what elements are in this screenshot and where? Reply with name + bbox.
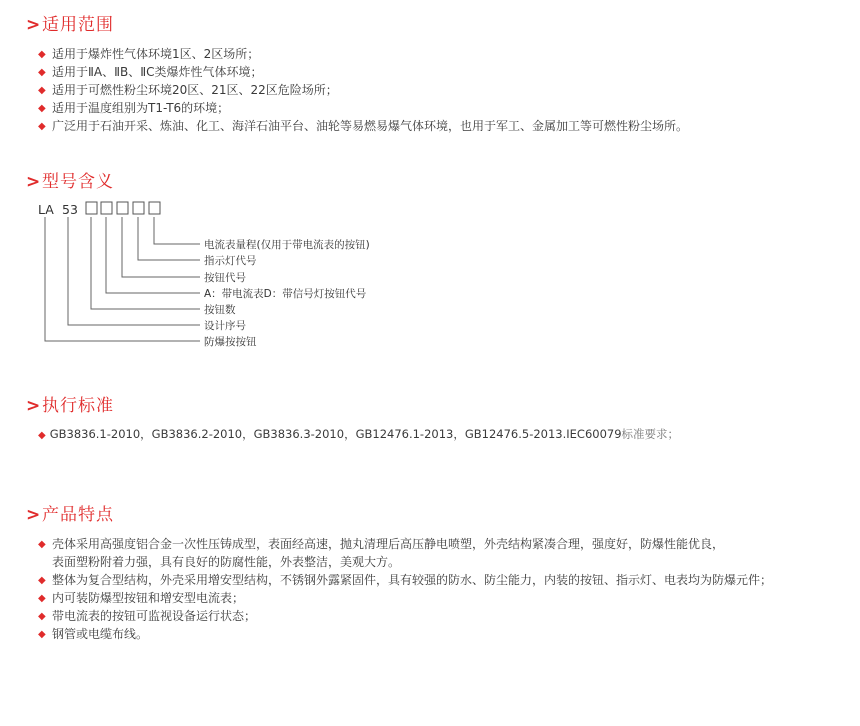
leader-line — [138, 217, 200, 260]
diamond-bullet-icon: ◆ — [38, 49, 46, 60]
list-item: ◆ 钢管或电缆布线。 — [38, 625, 772, 643]
chevron-right-icon: > — [26, 15, 42, 35]
leader-line — [154, 217, 200, 244]
diamond-bullet-icon: ◆ — [38, 103, 46, 114]
list-item: ◆ 适用于爆炸性气体环境1区、2区场所； — [38, 45, 688, 63]
section-title-text: 型号含义 — [42, 172, 114, 192]
list-item: ◆ 整体为复合型结构，外壳采用增安型结构，不锈钢外露紧固件，具有较强的防水、防尘能力，内装的按钮、指示灯、电表均为防爆元件； — [38, 571, 772, 589]
model-label: 按钮数 — [204, 304, 236, 316]
model-label: 电流表量程(仅用于带电流表的按钮) — [204, 239, 370, 251]
list-item: ◆ 适用于温度组别为T1-T6的环境； — [38, 99, 688, 117]
model-code-box — [149, 202, 160, 214]
model-label: 按钮代号 — [204, 272, 246, 284]
list-item: ◆ 广泛用于石油开采、炼油、化工、海洋石油平台、油轮等易燃易爆气体环境，也用于军工、金属加工等可燃性粉尘场所。 — [38, 117, 688, 135]
section-title-text: 适用范围 — [42, 15, 114, 35]
model-number: 53 — [62, 202, 78, 217]
list-item-continuation: 表面塑粉附着力强，具有良好的防腐性能，外表整洁，美观大方。 — [52, 555, 401, 569]
leader-line — [122, 217, 200, 277]
chevron-right-icon: > — [26, 505, 42, 525]
list-item: ◆ 适用于可燃性粉尘环境20区、21区、22区危险场所； — [38, 81, 688, 99]
model-label: 指示灯代号 — [204, 255, 257, 267]
model-prefix: LA — [38, 202, 54, 217]
diamond-bullet-icon: ◆ — [38, 85, 46, 96]
features-list — [38, 535, 772, 643]
section-title-standards — [26, 391, 114, 416]
diamond-bullet-icon: ◆ — [38, 121, 46, 132]
model-leader-lines — [45, 217, 200, 341]
chevron-right-icon: > — [26, 172, 42, 192]
model-label: 设计序号 — [204, 320, 246, 332]
section-title-text: 产品特点 — [42, 505, 114, 525]
diamond-bullet-icon: ◆ — [38, 629, 46, 640]
model-label: 防爆按按钮 — [204, 336, 257, 348]
list-item: ◆ 壳体采用高强度铝合金一次性压铸成型，表面经高速，抛丸清理后高压静电喷塑，外壳结构紧凑合理，强度好，防爆性能优良， 表面塑粉附着力强，具有良好的防腐性能，外表整洁，美观大方。 — [38, 535, 772, 571]
diamond-bullet-icon: ◆ — [38, 539, 46, 550]
leader-line — [106, 217, 200, 293]
section-title-features — [26, 500, 114, 525]
diamond-bullet-icon: ◆ — [38, 611, 46, 622]
model-code-box — [101, 202, 112, 214]
model-code-box — [117, 202, 128, 214]
model-code-box — [86, 202, 97, 214]
diamond-bullet-icon: ◆ — [38, 67, 46, 78]
diamond-bullet-icon: ◆ — [38, 430, 46, 441]
standards-suffix: 标准要求； — [621, 427, 680, 441]
diamond-bullet-icon: ◆ — [38, 575, 46, 586]
standards-line — [38, 426, 679, 442]
standards-codes: GB3836.1-2010，GB3836.2-2010，GB3836.3-2010，GB12476.1-2013，GB12476.5-2013.IEC60079 — [49, 427, 622, 441]
section-title-text: 执行标准 — [42, 396, 114, 416]
model-label: A：带电流表D：带信号灯按钮代号 — [204, 288, 367, 300]
chevron-right-icon: > — [26, 396, 42, 416]
list-item: ◆ 内可装防爆型按钮和增安型电流表； — [38, 589, 772, 607]
leader-line — [91, 217, 200, 309]
list-item: ◆ 适用于ⅡA、ⅡB、ⅡC类爆炸性气体环境； — [38, 63, 688, 81]
model-code-box — [133, 202, 144, 214]
diamond-bullet-icon: ◆ — [38, 593, 46, 604]
list-item: ◆ 带电流表的按钮可监视设备运行状态； — [38, 607, 772, 625]
